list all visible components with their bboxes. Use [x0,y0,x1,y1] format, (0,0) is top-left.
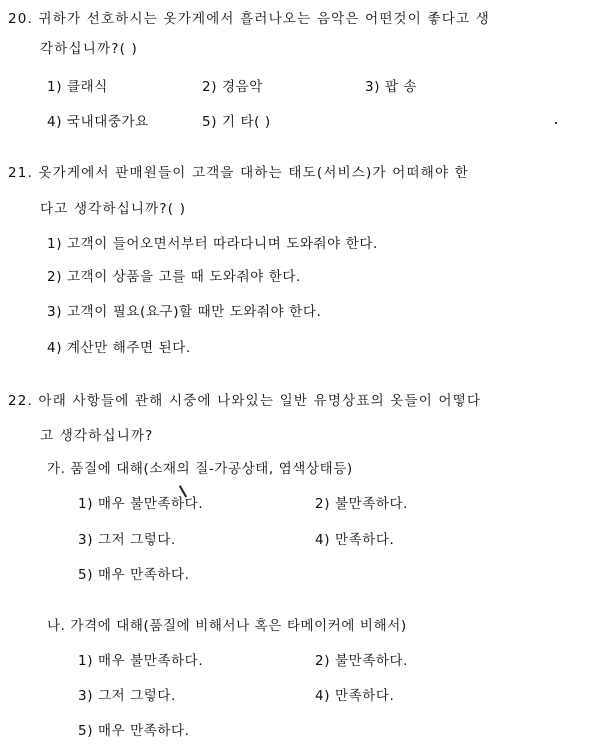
q22b-option-4: 4) 만족하다. [315,688,395,704]
q22-sub-a-title: 가. 품질에 대해(소재의 질-가공상태, 염색상태등) [47,461,353,477]
q21-option-2: 2) 고객이 상품을 고를 때 도와줘야 한다. [47,269,301,285]
q20-option-3: 3) 팝 송 [365,79,418,95]
q20-text-line1: 20. 귀하가 선호하시는 옷가게에서 흘러나오는 음악은 어떤것이 좋다고 생 [8,11,490,27]
q20-option-1: 1) 클래식 [47,79,108,95]
q20-option-5: 5) 기 타( ) [202,114,271,130]
q22a-option-3: 3) 그저 그렇다. [78,532,176,548]
q21-text-line2: 다고 생각하십니까?( ) [40,201,187,217]
q21-option-3: 3) 고객이 필요(요구)할 때만 도와줘야 한다. [47,304,322,320]
stray-dot-mark [555,122,557,124]
q22a-option-5: 5) 매우 만족하다. [78,567,190,583]
q22a-option-1: 1) 매우 불만족하다. [78,496,204,512]
q22-text-line2: 고 생각하십니까? [40,428,154,444]
q20-option-2: 2) 경음악 [202,79,263,95]
q22-text-line1: 22. 아래 사항들에 관해 시중에 나와있는 일반 유명상표의 옷들이 어떻다 [8,393,482,409]
q21-option-4: 4) 계산만 해주면 된다. [47,340,191,356]
q20-text-line2: 각하십니까?( ) [40,41,138,57]
q21-text-line1: 21. 옷가게에서 판매원들이 고객을 대하는 태도(서비스)가 어떠해야 한 [8,165,469,181]
q22-sub-b-title: 나. 가격에 대해(품질에 비해서나 혹은 타메이커에 비해서) [47,618,407,634]
q20-option-4: 4) 국내대중가요 [47,114,149,130]
q22b-option-5: 5) 매우 만족하다. [78,723,190,739]
q22a-option-2: 2) 불만족하다. [315,496,409,512]
q22b-option-3: 3) 그저 그렇다. [78,688,176,704]
q22b-option-2: 2) 불만족하다. [315,653,409,669]
q22a-option-4: 4) 만족하다. [315,532,395,548]
q21-option-1: 1) 고객이 들어오면서부터 따라다니며 도와줘야 한다. [47,236,378,252]
q22b-option-1: 1) 매우 불만족하다. [78,653,204,669]
